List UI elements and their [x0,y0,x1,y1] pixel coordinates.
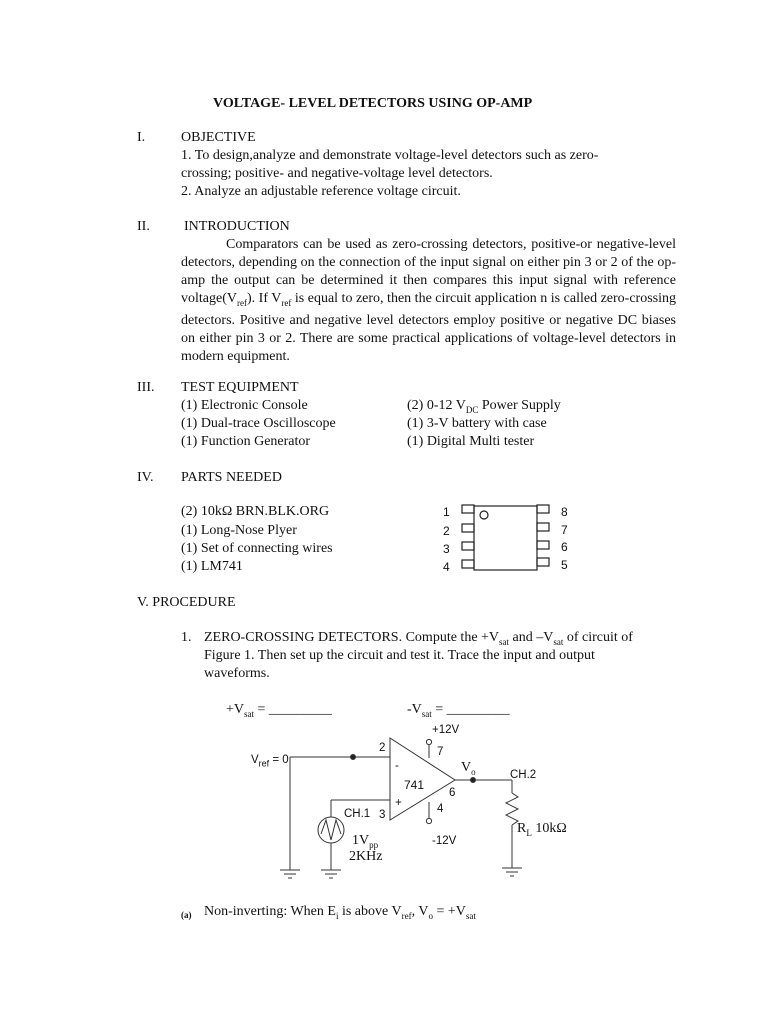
step-text: Figure 1. Then set up the circuit and test it. Trace the input and output [204,648,595,663]
ic-pin [462,524,474,532]
pin3-label: 3 [379,809,386,821]
ic-pin [537,505,549,513]
section-number: I. [137,130,146,145]
equipment-text: Power Supply [478,398,561,413]
pin6-label: 6 [449,787,456,799]
note-text [204,903,476,925]
opamp-label: 741 [404,778,425,792]
section-number: II. [137,219,150,234]
pin7-label: 7 [437,746,444,758]
intro-text: ). If V [246,291,282,306]
note-sub: o [428,910,433,921]
ic-pin [462,560,474,568]
equipment-text: (2) 0-12 V [407,398,466,413]
source-wave [321,820,341,840]
step-sub: sat [499,636,510,647]
pin4-label: 4 [437,803,444,815]
page-title: VOLTAGE- LEVEL DETECTORS USING OP-AMP [213,96,533,111]
terminal [426,739,431,744]
note-part: Non-inverting: When E [204,904,336,919]
ic-pin1-dot [480,511,488,519]
part-item: (1) Set of connecting wires [181,541,333,556]
equipment-sub: DC [465,404,479,415]
vo-text: V [461,760,472,775]
intro-text: Comparators can be used as zero-crossing detectors, positive-or negative-level detectors, depending on the connection of the input signal on either pin 3 or 2 of the op-amp the output can be determined it then compares this input signal with reference voltage(V [181,237,676,306]
ic-pin [537,523,549,531]
part-item: (1) LM741 [181,559,243,574]
vsat-text: = _________ [254,702,332,717]
vref-sub: ref [258,758,270,769]
ch1-label: CH.1 [344,808,371,820]
intro-sub: ref [281,297,292,308]
step-number: 1. [181,630,192,645]
vref-text: V [251,754,259,766]
note-part: , V [411,904,429,919]
note-part: = +V [432,904,466,919]
ic-pin-label: 3 [443,542,450,556]
objective-line: 1. To design,analyze and demonstrate voltage-level detectors such as zero- [181,148,599,163]
part-item: (1) Long-Nose Plyer [181,523,297,538]
pin2-label: 2 [379,742,386,754]
ic-pin-label: 4 [443,560,450,574]
equipment-item: (1) Function Generator [181,434,311,449]
note-sub: i [335,910,339,921]
ic-pin [462,542,474,550]
objective-line: crossing; positive- and negative-voltage level detectors. [181,166,493,181]
ic-package [462,505,549,570]
intro-sub: ref [236,297,247,308]
note-sub: sat [465,910,476,921]
step-sub: sat [553,636,564,647]
ic-pin-label: 1 [443,505,450,519]
ic-body [474,506,537,570]
step-text: waveforms. [204,666,270,681]
section-heading-parts: PARTS NEEDED [181,470,282,485]
src-text: 1V [352,833,370,848]
vsat-sub: sat [244,708,255,719]
junction [351,755,356,760]
ic-pin-label: 2 [443,524,450,538]
vsat-text: +V [226,702,245,717]
equipment-item: (1) 3-V battery with case [407,416,547,431]
section-heading-test-equipment: TEST EQUIPMENT [181,380,299,395]
vref-text: = 0 [269,754,289,766]
ic-pin-label: 5 [561,558,568,572]
equipment-item: (1) Dual-trace Oscilloscope [181,416,336,431]
vneg-label: -12V [432,835,457,847]
ic-pin [462,505,474,513]
equipment-item: (1) Digital Multi tester [407,434,535,449]
ic-pin [537,541,549,549]
section-number: IV. [137,470,154,485]
ic-pin-label: 8 [561,505,568,519]
section-heading-introduction: INTRODUCTION [184,219,290,234]
step-text-part: ZERO-CROSSING DETECTORS. Compute the +V [204,630,500,645]
note-marker: (a) [181,910,192,920]
section-heading-objective: OBJECTIVE [181,130,256,145]
vo-sub: o [471,766,476,777]
step-text-part: of circuit of [563,630,633,645]
rl-text: R [517,821,527,836]
vsat-sub: sat [421,708,432,719]
note-sub: ref [401,910,412,921]
terminal [426,818,431,823]
load-resistor-label [517,820,567,842]
vsat-text: = _________ [431,702,510,717]
src-sub: pp [369,839,379,850]
noninverting-sign: + [395,797,402,809]
rl-text: 10kΩ [531,821,567,836]
vo-label [461,759,476,781]
intro-text: is equal to zero, then the circuit application n is called zero-crossing detectors. Positive and negative level detectors employ positive or negative DC biases on either pin 3 or 2. There are some practical applications of voltage-level detectors in modern equipment. [181,291,676,364]
ic-pin-label: 7 [561,523,568,537]
vpos-label: +12V [432,724,460,736]
note-part: is above V [338,904,402,919]
section-heading-procedure: V. PROCEDURE [137,595,236,610]
source-frequency: 2KHz [349,849,383,864]
vsat-text: -V [407,702,422,717]
inverting-sign: - [395,760,399,772]
ch2-label: CH.2 [510,769,537,781]
objective-line: 2. Analyze an adjustable reference voltage circuit. [181,184,461,199]
equipment-item: (1) Electronic Console [181,398,308,413]
part-item: (2) 10kΩ BRN.BLK.ORG [181,504,330,519]
ic-pin [537,558,549,566]
rl-sub: L [526,827,532,838]
step-text-part: and –V [509,630,554,645]
vref-label [251,751,289,772]
ic-pin-label: 6 [561,540,568,554]
section-number: III. [137,380,155,395]
